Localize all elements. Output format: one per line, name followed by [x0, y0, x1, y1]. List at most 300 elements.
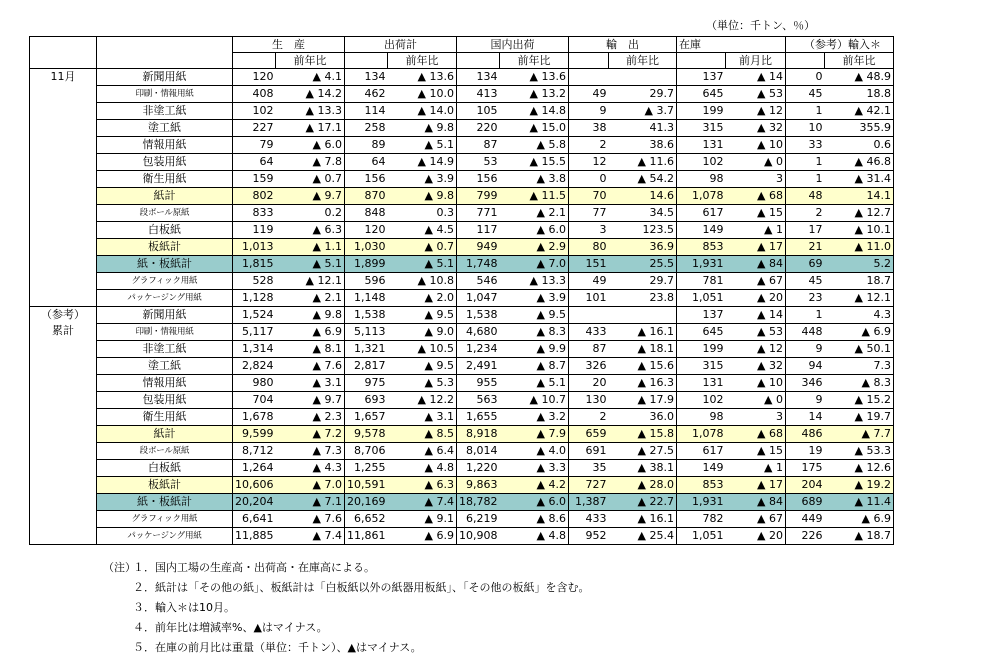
cell-value: 2 [569, 409, 609, 426]
cell-ratio: ▲ 12 [726, 103, 786, 120]
cell-ratio: ▲ 4.2 [500, 477, 569, 494]
cell-value: 1,051 [677, 528, 726, 545]
cell-ratio: 3 [726, 409, 786, 426]
cell-ratio: ▲ 2.9 [500, 239, 569, 256]
cell-value: 346 [786, 375, 825, 392]
cell-value: 1,078 [677, 188, 726, 205]
cell-value: 53 [457, 154, 500, 171]
cell-value: 980 [233, 375, 276, 392]
cell-ratio: ▲ 7.3 [276, 443, 345, 460]
cell-value: 10,908 [457, 528, 500, 545]
cell-value: 1,524 [233, 307, 276, 324]
cell-ratio: ▲ 6.4 [388, 443, 457, 460]
table-row [30, 460, 894, 477]
table-row [30, 137, 894, 154]
cell-value: 156 [345, 171, 388, 188]
cell-ratio: ▲ 6.3 [276, 222, 345, 239]
row-name: 情報用紙 [97, 137, 233, 154]
cell-value: 38 [569, 120, 609, 137]
cell-ratio: ▲ 11.4 [825, 494, 894, 511]
row-name: 印刷・情報用紙 [97, 86, 233, 103]
cell-ratio: ▲ 8.1 [276, 341, 345, 358]
cell-value: 781 [677, 273, 726, 290]
table-row [30, 154, 894, 171]
row-name: パッケージング用紙 [97, 528, 233, 545]
cell-ratio: ▲ 6.0 [500, 222, 569, 239]
row-name: 新聞用紙 [97, 69, 233, 86]
cell-value: 199 [677, 103, 726, 120]
cell-ratio: ▲ 8.6 [500, 511, 569, 528]
section-label-line: 累計 [52, 324, 74, 337]
cell-value: 433 [569, 511, 609, 528]
cell-value: 87 [457, 137, 500, 154]
row-name: 紙・板紙計 [97, 256, 233, 273]
table-row [30, 443, 894, 460]
cell-ratio: ▲ 48.9 [825, 69, 894, 86]
cell-ratio: ▲ 9.1 [388, 511, 457, 528]
cell-value: 149 [677, 460, 726, 477]
row-name: グラフィック用紙 [97, 273, 233, 290]
table-row [30, 69, 894, 86]
table-body [30, 69, 894, 545]
cell-value: 1,220 [457, 460, 500, 477]
cell-ratio: ▲ 7.8 [276, 154, 345, 171]
cell-value: 9 [569, 103, 609, 120]
header-blank-section [30, 37, 97, 69]
cell-value: 258 [345, 120, 388, 137]
cell-value: 79 [233, 137, 276, 154]
header-sub-blank [786, 53, 825, 69]
cell-ratio: ▲ 3.9 [500, 290, 569, 307]
section-label [30, 69, 97, 307]
cell-ratio: 38.6 [609, 137, 677, 154]
cell-ratio: ▲ 17.1 [276, 120, 345, 137]
header-sub-blank [569, 53, 609, 69]
cell-value: 151 [569, 256, 609, 273]
cell-ratio: ▲ 3.1 [388, 409, 457, 426]
cell-value: 1,234 [457, 341, 500, 358]
row-name: 新聞用紙 [97, 307, 233, 324]
table-row [30, 239, 894, 256]
unit-label: （単位：千トン、％） [706, 19, 816, 32]
cell-ratio: ▲ 8.3 [825, 375, 894, 392]
cell-value: 1,655 [457, 409, 500, 426]
section-label-line: （参考） [41, 308, 85, 321]
cell-ratio: ▲ 13.3 [276, 103, 345, 120]
cell-value: 1,013 [233, 239, 276, 256]
cell-ratio: ▲ 18.7 [825, 528, 894, 545]
cell-value: 35 [569, 460, 609, 477]
cell-value [569, 69, 609, 86]
table-row [30, 358, 894, 375]
table-row [30, 409, 894, 426]
cell-ratio: ▲ 2.1 [500, 205, 569, 222]
cell-value: 9 [786, 341, 825, 358]
cell-value: 18,782 [457, 494, 500, 511]
header-sub-yoy: 前年比 [825, 53, 894, 69]
cell-value: 1 [786, 103, 825, 120]
cell-value: 70 [569, 188, 609, 205]
cell-ratio: ▲ 2.3 [276, 409, 345, 426]
cell-value: 528 [233, 273, 276, 290]
cell-ratio: ▲ 6.3 [388, 477, 457, 494]
cell-ratio [609, 69, 677, 86]
cell-ratio: ▲ 12 [726, 341, 786, 358]
cell-value: 870 [345, 188, 388, 205]
row-name: 段ボール原紙 [97, 205, 233, 222]
cell-value: 105 [457, 103, 500, 120]
cell-value: 771 [457, 205, 500, 222]
cell-ratio: 36.9 [609, 239, 677, 256]
row-name: 白板紙 [97, 460, 233, 477]
cell-ratio: ▲ 9.8 [276, 307, 345, 324]
cell-value: 69 [786, 256, 825, 273]
cell-ratio: ▲ 53 [726, 324, 786, 341]
cell-value: 87 [569, 341, 609, 358]
row-name: 情報用紙 [97, 375, 233, 392]
cell-value: 1,128 [233, 290, 276, 307]
cell-value: 853 [677, 239, 726, 256]
cell-ratio: ▲ 14.0 [388, 103, 457, 120]
cell-ratio: ▲ 3.7 [609, 103, 677, 120]
header-exports: 輸 出 [569, 37, 677, 53]
cell-value: 11,885 [233, 528, 276, 545]
cell-ratio: ▲ 6.0 [500, 494, 569, 511]
cell-ratio: ▲ 17 [726, 477, 786, 494]
cell-value: 802 [233, 188, 276, 205]
table-row [30, 375, 894, 392]
row-name: 段ボール原紙 [97, 443, 233, 460]
cell-ratio: ▲ 9.9 [500, 341, 569, 358]
cell-ratio: ▲ 9.5 [388, 307, 457, 324]
cell-ratio: ▲ 13.3 [500, 273, 569, 290]
cell-ratio: ▲ 4.8 [500, 528, 569, 545]
cell-ratio: ▲ 84 [726, 256, 786, 273]
cell-value: 727 [569, 477, 609, 494]
cell-ratio: ▲ 68 [726, 426, 786, 443]
cell-value: 448 [786, 324, 825, 341]
cell-ratio: ▲ 32 [726, 120, 786, 137]
cell-value: 102 [677, 392, 726, 409]
cell-value: 49 [569, 273, 609, 290]
cell-value: 23 [786, 290, 825, 307]
cell-ratio: ▲ 42.1 [825, 103, 894, 120]
cell-ratio: ▲ 9.5 [500, 307, 569, 324]
cell-ratio: ▲ 2.1 [276, 290, 345, 307]
cell-value: 1,051 [677, 290, 726, 307]
cell-ratio: ▲ 19.7 [825, 409, 894, 426]
cell-value: 102 [677, 154, 726, 171]
row-name: 包装用紙 [97, 392, 233, 409]
cell-ratio: ▲ 10.5 [388, 341, 457, 358]
header-blank-name [97, 37, 233, 69]
cell-value: 2,491 [457, 358, 500, 375]
cell-value: 156 [457, 171, 500, 188]
cell-value: 11,861 [345, 528, 388, 545]
row-name: 衛生用紙 [97, 409, 233, 426]
cell-ratio: ▲ 8.7 [500, 358, 569, 375]
cell-value: 119 [233, 222, 276, 239]
cell-ratio: ▲ 4.1 [276, 69, 345, 86]
cell-value: 955 [457, 375, 500, 392]
cell-value: 408 [233, 86, 276, 103]
note-line [103, 618, 590, 638]
table-row [30, 86, 894, 103]
cell-ratio: ▲ 7.0 [500, 256, 569, 273]
cell-value: 94 [786, 358, 825, 375]
cell-ratio: 29.7 [609, 273, 677, 290]
cell-value: 175 [786, 460, 825, 477]
cell-value: 20 [569, 375, 609, 392]
cell-ratio: ▲ 5.3 [388, 375, 457, 392]
cell-ratio: ▲ 54.2 [609, 171, 677, 188]
header-sub-mom: 前月比 [726, 53, 786, 69]
cell-ratio: ▲ 1 [726, 222, 786, 239]
cell-ratio: ▲ 14.8 [500, 103, 569, 120]
cell-value: 12 [569, 154, 609, 171]
cell-value: 1,538 [345, 307, 388, 324]
cell-ratio: ▲ 7.4 [276, 528, 345, 545]
cell-ratio: ▲ 7.6 [276, 511, 345, 528]
header-inventory: 在庫 [677, 37, 786, 53]
cell-ratio: ▲ 84 [726, 494, 786, 511]
header-sub-blank [345, 53, 388, 69]
table-row [30, 477, 894, 494]
note-line [103, 558, 590, 578]
section-label [30, 307, 97, 545]
cell-value: 5,117 [233, 324, 276, 341]
cell-ratio: 14.6 [609, 188, 677, 205]
cell-ratio: ▲ 12.1 [276, 273, 345, 290]
row-name: パッケージング用紙 [97, 290, 233, 307]
cell-ratio: 41.3 [609, 120, 677, 137]
cell-ratio: ▲ 22.7 [609, 494, 677, 511]
cell-value: 1,899 [345, 256, 388, 273]
note-line [103, 598, 590, 618]
cell-value: 45 [786, 86, 825, 103]
cell-ratio: ▲ 25.4 [609, 528, 677, 545]
cell-ratio: ▲ 10.0 [388, 86, 457, 103]
cell-ratio: ▲ 5.1 [276, 256, 345, 273]
cell-value: 1,748 [457, 256, 500, 273]
cell-ratio: ▲ 15.5 [500, 154, 569, 171]
cell-value: 98 [677, 171, 726, 188]
cell-ratio: ▲ 15.8 [609, 426, 677, 443]
cell-ratio: 4.3 [825, 307, 894, 324]
cell-value: 782 [677, 511, 726, 528]
cell-ratio: ▲ 10 [726, 137, 786, 154]
cell-value: 1,148 [345, 290, 388, 307]
cell-value: 1,387 [569, 494, 609, 511]
table-row [30, 426, 894, 443]
cell-ratio: ▲ 28.0 [609, 477, 677, 494]
cell-value: 9,599 [233, 426, 276, 443]
cell-value: 48 [786, 188, 825, 205]
cell-value: 45 [786, 273, 825, 290]
cell-value: 462 [345, 86, 388, 103]
cell-ratio: ▲ 9.7 [276, 392, 345, 409]
cell-value: 691 [569, 443, 609, 460]
cell-ratio: ▲ 9.7 [276, 188, 345, 205]
cell-ratio: ▲ 5.1 [500, 375, 569, 392]
cell-ratio: ▲ 6.9 [276, 324, 345, 341]
cell-ratio: 0.6 [825, 137, 894, 154]
cell-value: 159 [233, 171, 276, 188]
cell-ratio: ▲ 68 [726, 188, 786, 205]
cell-value: 137 [677, 69, 726, 86]
cell-value: 14 [786, 409, 825, 426]
note-text: １．国内工場の生産高・出荷高・在庫高による。 [133, 561, 375, 574]
cell-value: 98 [677, 409, 726, 426]
header-sub-yoy: 前年比 [609, 53, 677, 69]
table-row [30, 341, 894, 358]
cell-ratio: ▲ 4.0 [500, 443, 569, 460]
cell-value: 1,931 [677, 256, 726, 273]
note-line [103, 578, 590, 598]
cell-ratio: ▲ 10 [726, 375, 786, 392]
cell-value: 134 [457, 69, 500, 86]
cell-ratio: ▲ 10.7 [500, 392, 569, 409]
table-row [30, 392, 894, 409]
cell-ratio: ▲ 15 [726, 443, 786, 460]
cell-ratio: ▲ 4.5 [388, 222, 457, 239]
cell-ratio: ▲ 38.1 [609, 460, 677, 477]
cell-value: 6,219 [457, 511, 500, 528]
cell-ratio: ▲ 7.7 [825, 426, 894, 443]
cell-value: 204 [786, 477, 825, 494]
cell-value: 1 [786, 171, 825, 188]
cell-ratio: ▲ 12.6 [825, 460, 894, 477]
row-name: 白板紙 [97, 222, 233, 239]
cell-ratio: ▲ 27.5 [609, 443, 677, 460]
cell-value: 645 [677, 324, 726, 341]
cell-ratio: 18.7 [825, 273, 894, 290]
cell-ratio: 7.3 [825, 358, 894, 375]
cell-ratio: 355.9 [825, 120, 894, 137]
note-text: ３．輸入＊は10月。 [133, 601, 235, 614]
cell-ratio: 123.5 [609, 222, 677, 239]
cell-value: 21 [786, 239, 825, 256]
cell-value: 799 [457, 188, 500, 205]
cell-ratio: ▲ 7.0 [276, 477, 345, 494]
cell-value: 617 [677, 205, 726, 222]
cell-value: 64 [345, 154, 388, 171]
table-row [30, 290, 894, 307]
cell-ratio: ▲ 5.1 [388, 137, 457, 154]
header-imports-reference: （参考）輸入＊ [786, 37, 894, 53]
cell-ratio: ▲ 0 [726, 392, 786, 409]
cell-value: 1,678 [233, 409, 276, 426]
cell-ratio: 36.0 [609, 409, 677, 426]
row-name: 紙計 [97, 188, 233, 205]
note-prefix: （注） [103, 561, 136, 574]
cell-ratio: ▲ 11.5 [500, 188, 569, 205]
cell-value: 6,641 [233, 511, 276, 528]
cell-ratio: ▲ 14 [726, 307, 786, 324]
cell-ratio: ▲ 46.8 [825, 154, 894, 171]
cell-ratio: ▲ 20 [726, 528, 786, 545]
cell-value: 8,918 [457, 426, 500, 443]
cell-value: 10,606 [233, 477, 276, 494]
cell-value: 833 [233, 205, 276, 222]
cell-value: 9,578 [345, 426, 388, 443]
cell-ratio: ▲ 12.2 [388, 392, 457, 409]
cell-value: 0 [786, 69, 825, 86]
cell-ratio: 0.2 [276, 205, 345, 222]
cell-ratio: 18.8 [825, 86, 894, 103]
cell-value: 1,047 [457, 290, 500, 307]
cell-value: 952 [569, 528, 609, 545]
cell-value: 17 [786, 222, 825, 239]
row-name: グラフィック用紙 [97, 511, 233, 528]
cell-value: 689 [786, 494, 825, 511]
cell-ratio: ▲ 6.0 [276, 137, 345, 154]
cell-value: 704 [233, 392, 276, 409]
cell-value: 10,591 [345, 477, 388, 494]
cell-ratio: ▲ 3.1 [276, 375, 345, 392]
table-row [30, 511, 894, 528]
cell-ratio: ▲ 7.9 [500, 426, 569, 443]
cell-ratio: ▲ 12.7 [825, 205, 894, 222]
cell-value: 19 [786, 443, 825, 460]
cell-value: 848 [345, 205, 388, 222]
cell-ratio: ▲ 0 [726, 154, 786, 171]
cell-value: 949 [457, 239, 500, 256]
cell-ratio: ▲ 6.9 [825, 511, 894, 528]
row-name: 板紙計 [97, 239, 233, 256]
cell-value: 315 [677, 120, 726, 137]
cell-value: 659 [569, 426, 609, 443]
cell-ratio: 23.8 [609, 290, 677, 307]
cell-ratio: 0.3 [388, 205, 457, 222]
cell-value: 5,113 [345, 324, 388, 341]
cell-ratio: ▲ 9.8 [388, 120, 457, 137]
header-sub-yoy: 前年比 [388, 53, 457, 69]
row-name: 紙計 [97, 426, 233, 443]
cell-value: 596 [345, 273, 388, 290]
cell-ratio: 5.2 [825, 256, 894, 273]
cell-ratio: ▲ 10.8 [388, 273, 457, 290]
cell-value: 1,264 [233, 460, 276, 477]
cell-value: 20,204 [233, 494, 276, 511]
cell-ratio: 29.7 [609, 86, 677, 103]
cell-ratio: ▲ 31.4 [825, 171, 894, 188]
header-sub-blank [233, 53, 276, 69]
cell-value: 220 [457, 120, 500, 137]
cell-value: 1,931 [677, 494, 726, 511]
cell-ratio: 34.5 [609, 205, 677, 222]
cell-value: 2,817 [345, 358, 388, 375]
cell-value: 8,014 [457, 443, 500, 460]
cell-value: 1,314 [233, 341, 276, 358]
cell-ratio: 25.5 [609, 256, 677, 273]
header-row-categories [30, 37, 894, 53]
cell-value: 227 [233, 120, 276, 137]
row-name: 紙・板紙計 [97, 494, 233, 511]
cell-ratio: ▲ 50.1 [825, 341, 894, 358]
cell-ratio: ▲ 5.1 [388, 256, 457, 273]
row-name: 非塗工紙 [97, 341, 233, 358]
cell-ratio: ▲ 67 [726, 273, 786, 290]
header-sub-yoy: 前年比 [276, 53, 345, 69]
cell-ratio: ▲ 67 [726, 511, 786, 528]
cell-ratio: ▲ 7.4 [388, 494, 457, 511]
table-row [30, 494, 894, 511]
cell-value: 117 [457, 222, 500, 239]
cell-ratio: ▲ 8.5 [388, 426, 457, 443]
header-sub-blank [457, 53, 500, 69]
cell-ratio: ▲ 5.8 [500, 137, 569, 154]
